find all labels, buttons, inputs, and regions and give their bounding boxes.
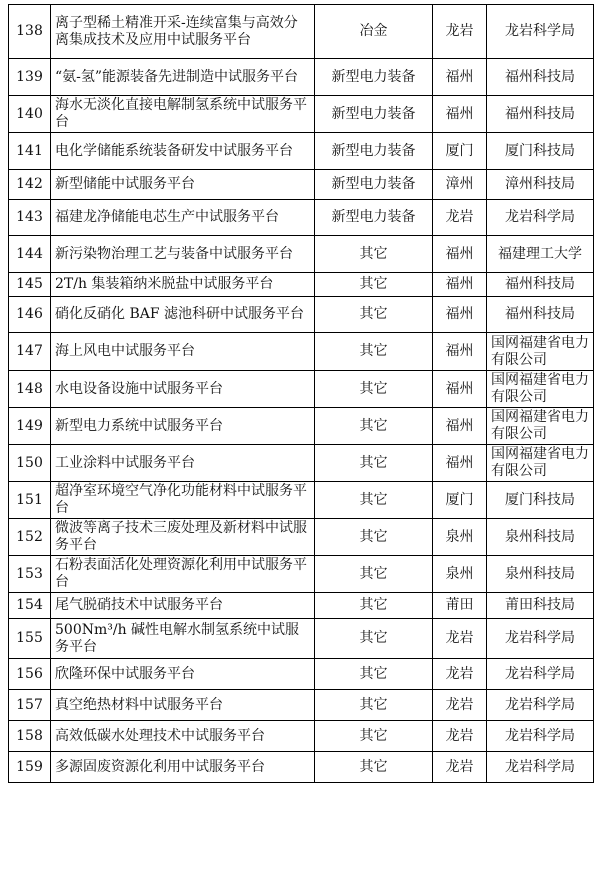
org-cell: 福州科技局 [487,96,594,133]
table-row [9,721,594,752]
platform-name: 超净室环境空气净化功能材料中试服务平台 [51,482,315,519]
industry-cell: 其它 [315,236,433,273]
industry-cell: 其它 [315,721,433,752]
org-cell: 福建理工大学 [487,236,594,273]
industry-cell: 其它 [315,482,433,519]
platform-name: 海上风电中试服务平台 [51,333,315,371]
org-cell: 福州科技局 [487,297,594,333]
org-cell: 龙岩科学局 [487,721,594,752]
row-number: 149 [9,408,51,445]
org-cell: 龙岩科学局 [487,659,594,690]
org-cell: 龙岩科学局 [487,200,594,236]
industry-cell: 其它 [315,556,433,593]
org-cell: 厦门科技局 [487,133,594,170]
table-row [9,659,594,690]
city-cell: 龙岩 [433,721,487,752]
org-cell: 福州科技局 [487,59,594,96]
row-number: 148 [9,371,51,408]
industry-cell: 其它 [315,519,433,556]
row-number: 153 [9,556,51,593]
platform-name: 离子型稀土精准开采-连续富集与高效分离集成技术及应用中试服务平台 [51,5,315,59]
table-row [9,236,594,273]
org-cell: 龙岩科学局 [487,752,594,783]
table-row [9,619,594,659]
city-cell: 泉州 [433,519,487,556]
org-cell: 国网福建省电力有限公司 [487,333,594,371]
table-row [9,752,594,783]
org-cell: 国网福建省电力有限公司 [487,408,594,445]
table-row [9,297,594,333]
city-cell: 龙岩 [433,752,487,783]
platform-name: 新污染物治理工艺与装备中试服务平台 [51,236,315,273]
platform-name: 高效低碳水处理技术中试服务平台 [51,721,315,752]
platform-name: 水电设备设施中试服务平台 [51,371,315,408]
industry-cell: 其它 [315,593,433,619]
platform-name: 尾气脱硝技术中试服务平台 [51,593,315,619]
table-row [9,482,594,519]
industry-cell: 其它 [315,690,433,721]
table-row [9,96,594,133]
industry-cell: 其它 [315,659,433,690]
table-row [9,371,594,408]
table-row [9,519,594,556]
row-number: 139 [9,59,51,96]
table-row [9,133,594,170]
city-cell: 福州 [433,408,487,445]
city-cell: 莆田 [433,593,487,619]
row-number: 155 [9,619,51,659]
city-cell: 泉州 [433,556,487,593]
row-number: 151 [9,482,51,519]
platform-name: 500Nm³/h 碱性电解水制氢系统中试服务平台 [51,619,315,659]
row-number: 144 [9,236,51,273]
city-cell: 厦门 [433,482,487,519]
row-number: 159 [9,752,51,783]
city-cell: 漳州 [433,170,487,200]
platform-name: 新型储能中试服务平台 [51,170,315,200]
city-cell: 福州 [433,371,487,408]
industry-cell: 新型电力装备 [315,170,433,200]
city-cell: 福州 [433,96,487,133]
row-number: 156 [9,659,51,690]
row-number: 146 [9,297,51,333]
row-number: 142 [9,170,51,200]
platform-name: 硝化反硝化 BAF 滤池科研中试服务平台 [51,297,315,333]
platform-name: 福建龙净储能电芯生产中试服务平台 [51,200,315,236]
row-number: 143 [9,200,51,236]
platform-table [8,4,594,783]
org-cell: 福州科技局 [487,273,594,297]
org-cell: 泉州科技局 [487,519,594,556]
org-cell: 漳州科技局 [487,170,594,200]
industry-cell: 新型电力装备 [315,59,433,96]
row-number: 152 [9,519,51,556]
row-number: 140 [9,96,51,133]
platform-name: 石粉表面活化处理资源化利用中试服务平台 [51,556,315,593]
platform-name: 微波等离子技术三废处理及新材料中试服务平台 [51,519,315,556]
industry-cell: 新型电力装备 [315,96,433,133]
row-number: 141 [9,133,51,170]
platform-name: 真空绝热材料中试服务平台 [51,690,315,721]
org-cell: 龙岩科学局 [487,619,594,659]
table-row [9,408,594,445]
industry-cell: 新型电力装备 [315,133,433,170]
row-number: 154 [9,593,51,619]
row-number: 157 [9,690,51,721]
city-cell: 福州 [433,59,487,96]
city-cell: 福州 [433,333,487,371]
industry-cell: 其它 [315,371,433,408]
org-cell: 厦门科技局 [487,482,594,519]
industry-cell: 其它 [315,619,433,659]
org-cell: 莆田科技局 [487,593,594,619]
table-row [9,333,594,371]
org-cell: 国网福建省电力有限公司 [487,371,594,408]
industry-cell: 其它 [315,445,433,482]
platform-name: 2T/h 集装箱纳米脱盐中试服务平台 [51,273,315,297]
table-row [9,593,594,619]
org-cell: 泉州科技局 [487,556,594,593]
row-number: 158 [9,721,51,752]
industry-cell: 其它 [315,333,433,371]
table-row [9,59,594,96]
industry-cell: 新型电力装备 [315,200,433,236]
org-cell: 国网福建省电力有限公司 [487,445,594,482]
row-number: 147 [9,333,51,371]
city-cell: 龙岩 [433,200,487,236]
table-row [9,170,594,200]
industry-cell: 其它 [315,297,433,333]
platform-name: 多源固废资源化利用中试服务平台 [51,752,315,783]
platform-name: 电化学储能系统装备研发中试服务平台 [51,133,315,170]
city-cell: 龙岩 [433,659,487,690]
platform-name: “氨-氢”能源装备先进制造中试服务平台 [51,59,315,96]
city-cell: 福州 [433,273,487,297]
industry-cell: 冶金 [315,5,433,59]
row-number: 145 [9,273,51,297]
row-number: 138 [9,5,51,59]
industry-cell: 其它 [315,752,433,783]
org-cell: 龙岩科学局 [487,5,594,59]
table-row [9,5,594,59]
table-row [9,200,594,236]
city-cell: 龙岩 [433,619,487,659]
city-cell: 福州 [433,236,487,273]
org-cell: 龙岩科学局 [487,690,594,721]
city-cell: 福州 [433,445,487,482]
table-row [9,273,594,297]
platform-name: 新型电力系统中试服务平台 [51,408,315,445]
table-body [9,5,594,783]
platform-name: 海水无淡化直接电解制氢系统中试服务平台 [51,96,315,133]
industry-cell: 其它 [315,408,433,445]
table-row [9,690,594,721]
platform-name: 欣隆环保中试服务平台 [51,659,315,690]
city-cell: 厦门 [433,133,487,170]
table-row [9,445,594,482]
city-cell: 福州 [433,297,487,333]
city-cell: 龙岩 [433,5,487,59]
table-row [9,556,594,593]
industry-cell: 其它 [315,273,433,297]
row-number: 150 [9,445,51,482]
city-cell: 龙岩 [433,690,487,721]
platform-name: 工业涂料中试服务平台 [51,445,315,482]
